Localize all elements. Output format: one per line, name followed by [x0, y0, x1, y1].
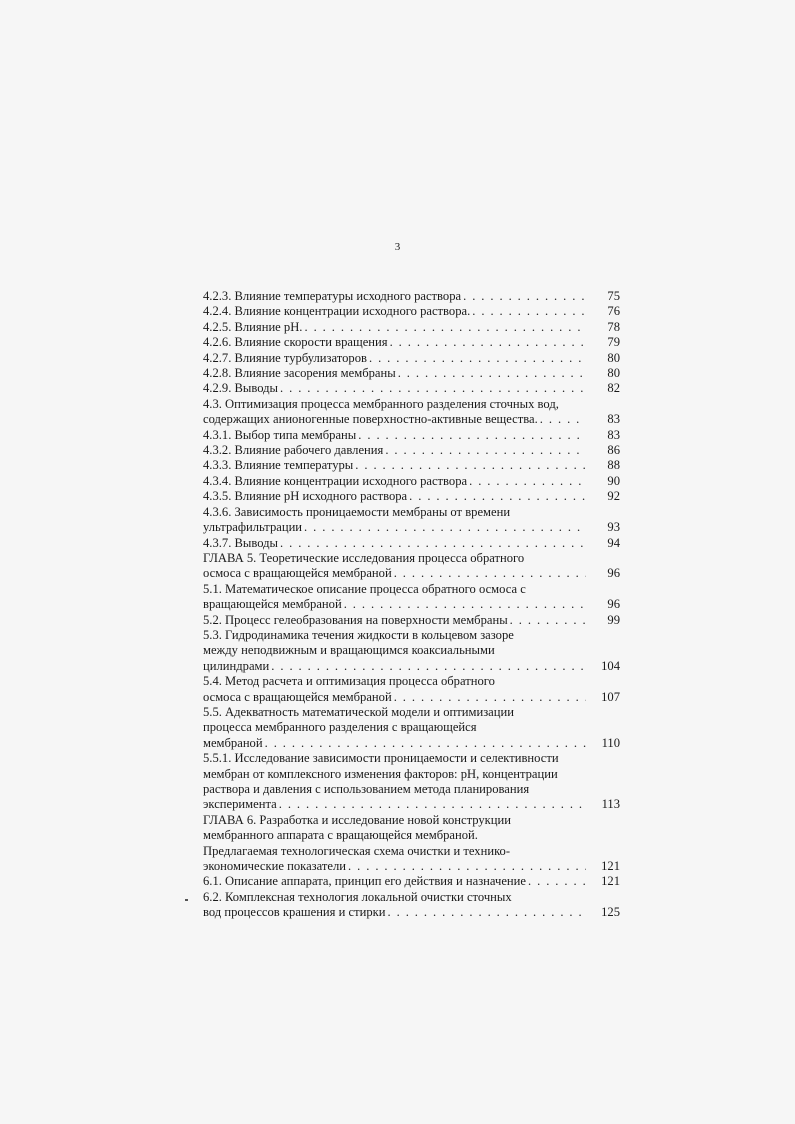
toc-entry-title: 4.3.2. Влияние рабочего давления: [203, 443, 384, 458]
toc-entry: [203, 813, 620, 875]
dot-leader: [394, 690, 586, 705]
toc-entry-title-line: 5.3. Гидродинамика течения жидкости в кольцевом зазоре: [203, 627, 514, 642]
toc-entry: [203, 428, 620, 443]
toc-entry-title: осмоса с вращающейся мембраной: [203, 566, 392, 581]
toc-page-number: 80: [607, 366, 620, 381]
toc-entry-title: 6.1. Описание аппарата, принцип его действия и назначение: [203, 874, 526, 889]
toc-page-number: 75: [607, 289, 620, 303]
toc-page-number: 76: [607, 304, 620, 319]
toc-entry-title-line: 5.1. Математическое описание процесса обратного осмоса с: [203, 581, 526, 596]
dot-leader: [358, 428, 586, 443]
toc-entry-row: [203, 690, 620, 705]
toc-page-number: 113: [601, 797, 620, 812]
toc-entry-title: вращающейся мембраной: [203, 597, 342, 612]
toc-entry-title: 4.3.1. Выбор типа мембраны: [203, 427, 357, 442]
dot-leader: [304, 520, 586, 535]
toc-entry-title: 4.2.6. Влияние скорости вращения: [203, 335, 388, 350]
toc-page-number: 93: [607, 520, 620, 535]
toc-entry: [203, 381, 620, 396]
toc-entry-title-line: 4.3. Оптимизация процесса мембранного разделения сточных вод,: [203, 396, 559, 411]
toc-page-number: 83: [607, 412, 620, 427]
toc-page-number: 121: [601, 874, 620, 889]
toc-page-number: 110: [601, 735, 620, 750]
toc-entry-title: 4.2.7. Влияние турбулизаторов: [203, 350, 367, 365]
toc-entry-row: [203, 874, 620, 889]
toc-entry-title: 4.3.5. Влияние pH исходного раствора: [203, 489, 408, 504]
toc-entry: [203, 458, 620, 473]
toc-page-number: 99: [607, 612, 620, 627]
toc-entry-row: [203, 443, 620, 458]
toc-entry-row: [203, 428, 620, 443]
toc-page-number: 107: [601, 689, 620, 704]
toc-entry-title: 4.3.3. Влияние температуры: [203, 458, 354, 473]
dot-leader: [540, 412, 586, 427]
toc-entry-row: [203, 320, 620, 335]
toc-entry-title-line: 4.3.6. Зависимость проницаемости мембраны от времени: [203, 504, 511, 519]
toc-page-number: 80: [607, 350, 620, 365]
dot-leader: [472, 304, 586, 319]
toc-entry-title: эксперимента: [203, 797, 277, 812]
toc-entry-title: 4.3.7. Выводы: [203, 535, 279, 550]
toc-entry-title-line: между неподвижным и вращающимся коаксиальными: [203, 643, 495, 658]
toc-entry-title: вод процессов крашения и стирки: [203, 905, 386, 920]
toc-entry-title: 4.2.3. Влияние температуры исходного раствора: [203, 289, 462, 303]
dot-leader: [265, 736, 586, 751]
toc-entry-row: [203, 289, 620, 304]
toc-entry-title: цилиндрами: [203, 658, 270, 673]
toc-entry: [203, 474, 620, 489]
toc-page-number: 121: [601, 859, 620, 874]
toc-page-number: 94: [607, 535, 620, 550]
dot-leader: [279, 797, 586, 812]
toc-entry-row: [203, 536, 620, 551]
toc-page-number: 78: [607, 319, 620, 334]
toc-entry-title-line: ГЛАВА 6. Разработка и исследование новой конструкции: [203, 812, 511, 827]
toc-entry-row: [203, 474, 620, 489]
toc-entry: [203, 551, 620, 582]
toc-entry-title-line: 5.5. Адекватность математической модели и оптимизации: [203, 704, 514, 719]
toc-entry-row: [203, 458, 620, 473]
dot-leader: [280, 381, 586, 396]
toc-entry-row: [203, 412, 620, 427]
toc-entry-title: экономические показатели: [203, 859, 347, 874]
toc-entry-row: [203, 520, 620, 535]
toc-entry-title-line: 5.4. Метод расчета и оптимизация процесса обратного: [203, 674, 495, 689]
toc-entry-row: [203, 905, 620, 920]
toc-page-number: 92: [607, 489, 620, 504]
toc-entry-title-line: процесса мембранного разделения с вращающейся: [203, 720, 477, 735]
toc-entry-row: [203, 597, 620, 612]
toc-entry-title-line: мембранного аппарата с вращающейся мембраной.: [203, 828, 478, 843]
dot-leader: [385, 443, 586, 458]
toc-entry: [203, 304, 620, 319]
scan-speck: [185, 899, 188, 901]
toc-entry: [203, 320, 620, 335]
toc-entry-row: [203, 736, 620, 751]
dot-leader: [390, 335, 586, 350]
dot-leader: [510, 613, 586, 628]
toc-page-number: 96: [607, 566, 620, 581]
toc-page-number: 90: [607, 473, 620, 488]
toc-entry: [203, 705, 620, 751]
toc-page-number: 96: [607, 597, 620, 612]
toc-entry-title-line: раствора и давления с использованием метода планирования: [203, 782, 530, 796]
toc-entry-row: [203, 797, 620, 812]
toc-entry: [203, 874, 620, 889]
dot-leader: [280, 536, 586, 551]
toc-entry-row: [203, 566, 620, 581]
dot-leader: [271, 659, 586, 674]
toc-entry-title-line: Предлагаемая технологическая схема очистки и технико-: [203, 843, 511, 858]
toc-entry-title-line: 6.2. Комплексная технология локальной очистки сточных: [203, 889, 512, 904]
dot-leader: [394, 566, 586, 581]
toc-entry-title-line: ГЛАВА 5. Теоретические исследования процесса обратного: [203, 550, 525, 565]
toc-entry-row: [203, 859, 620, 874]
dot-leader: [369, 351, 586, 366]
toc-entry-title: 4.2.4. Влияние концентрации исходного раствора.: [203, 304, 471, 319]
dot-leader: [398, 366, 586, 381]
toc-entry-row: [203, 659, 620, 674]
toc-entry-row: [203, 366, 620, 381]
dot-leader: [344, 597, 586, 612]
dot-leader: [463, 289, 586, 304]
toc-page-number: 83: [607, 427, 620, 442]
toc-entry: [203, 351, 620, 366]
toc-entry: [203, 366, 620, 381]
toc-entry-title: ультрафильтрации: [203, 520, 303, 535]
dot-leader: [388, 905, 587, 920]
toc-entry-title: осмоса с вращающейся мембраной: [203, 689, 392, 704]
toc-page-number: 104: [601, 658, 620, 673]
toc-entry: [203, 289, 620, 304]
toc-page-number: 88: [607, 458, 620, 473]
table-of-contents: [203, 289, 620, 921]
toc-entry-row: [203, 335, 620, 350]
toc-entry-title: мембраной: [203, 735, 263, 750]
toc-entry-row: [203, 351, 620, 366]
dot-leader: [469, 474, 586, 489]
toc-entry: [203, 505, 620, 536]
toc-entry-row: [203, 381, 620, 396]
toc-page-number: 86: [607, 443, 620, 458]
toc-page-number: 79: [607, 335, 620, 350]
toc-entry: [203, 613, 620, 628]
dot-leader: [528, 874, 586, 889]
toc-entry-title: 4.2.9. Выводы: [203, 381, 279, 396]
toc-page-number: 82: [607, 381, 620, 396]
toc-entry-row: [203, 489, 620, 504]
toc-entry: [203, 443, 620, 458]
toc-entry-title-line: мембран от комплексного изменения факторов: pH, концентрации: [203, 766, 558, 781]
page-number: 3: [394, 241, 401, 253]
toc-entry-title: 4.3.4. Влияние концентрации исходного раствора: [203, 473, 468, 488]
dot-leader: [409, 489, 586, 504]
toc-entry: [203, 536, 620, 551]
toc-entry: [203, 890, 620, 921]
dot-leader: [304, 320, 586, 335]
toc-entry-row: [203, 613, 620, 628]
toc-page-number: 125: [601, 905, 620, 920]
toc-entry: [203, 397, 620, 428]
dot-leader: [355, 458, 586, 473]
toc-entry: [203, 582, 620, 613]
toc-entry: [203, 335, 620, 350]
toc-entry: [203, 628, 620, 674]
toc-entry: [203, 751, 620, 813]
toc-entry-title: 4.2.8. Влияние засорения мембраны: [203, 366, 396, 381]
toc-entry-row: [203, 304, 620, 319]
toc-entry-title: содержащих анионогенные поверхностно-активные вещества.: [203, 412, 538, 427]
toc-entry-title: 5.2. Процесс гелеобразования на поверхности мембраны: [203, 612, 508, 627]
toc-entry-title-line: 5.5.1. Исследование зависимости проницаемости и селективности: [203, 751, 559, 766]
toc-entry: [203, 674, 620, 705]
toc-entry: [203, 489, 620, 504]
toc-entry-title: 4.2.5. Влияние pH.: [203, 319, 303, 334]
dot-leader: [348, 859, 586, 874]
